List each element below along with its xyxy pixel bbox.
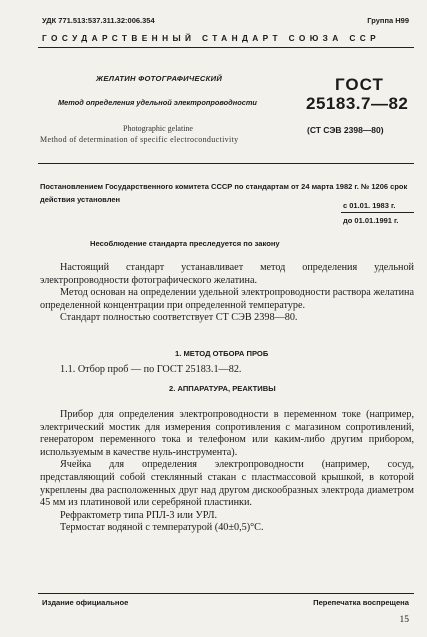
date-to: до 01.01.1991 г. xyxy=(343,216,399,225)
doc-title-ru: ЖЕЛАТИН ФОТОГРАФИЧЕСКИЙ xyxy=(96,74,223,83)
udk-code: УДК 771.513:537.311.32:006.354 xyxy=(42,16,155,25)
section-2-block xyxy=(40,409,414,535)
doc-title-en: Photographic gelatine xyxy=(123,124,193,133)
section-2-paragraph: Прибор для определения электропроводности в переменном токе (например, электрический мостик для измерения сопротивления с магазином сопротивлений, генератором переменного тока и телефоном или каким-либо другим прибором, используемым в качестве нуль-инструмента). xyxy=(40,409,414,458)
footer-rule xyxy=(38,593,414,594)
gost-label: ГОСТ xyxy=(335,75,384,94)
section-2-paragraph: Рефрактометр типа РПЛ-3 или УРЛ. xyxy=(60,509,218,521)
intro-paragraph: Настоящий стандарт устанавливает метод определения удельной электропроводности фотографического желатина. xyxy=(40,262,414,286)
group-code: Группа Н99 xyxy=(367,16,409,25)
section-1-heading: 1. МЕТОД ОТБОРА ПРОБ xyxy=(175,349,269,358)
sev-reference: (СТ СЭВ 2398—80) xyxy=(307,125,384,135)
title-rule xyxy=(38,163,414,164)
gost-number: 25183.7—82 xyxy=(306,94,409,113)
section-2-heading: 2. АППАРАТУРА, РЕАКТИВЫ xyxy=(169,384,276,393)
section-1-text xyxy=(40,364,414,377)
header-rule xyxy=(38,47,414,48)
standard-title: ГОСУДАРСТВЕННЫЙ СТАНДАРТ СОЮЗА ССР xyxy=(42,33,381,43)
intro-block xyxy=(40,262,414,325)
decree-text: Постановлением Государственного комитета СССР по стандартам от 24 марта 1982 г. № 1206 срок действия установлен xyxy=(40,182,408,204)
doc-subtitle-ru: Метод определения удельной электропроводности xyxy=(58,98,257,107)
intro-paragraph: Стандарт полностью соответствует СТ СЭВ 2398—80. xyxy=(60,312,298,324)
section-2-paragraph: Ячейка для определения электропроводности (например, сосуд, представляющий собой стеклянный стакан с пластмассовой крышкой, в которой укреплены два расположенных друг над другом дискообразных электрода диаметром 45 мм из платиновой или серебряной пластинки. xyxy=(40,459,414,509)
date-rule xyxy=(341,212,414,213)
date-from: с 01.01. 1983 г. xyxy=(343,201,396,210)
intro-paragraph: Метод основан на определении удельной электропроводности раствора желатина определенной концентрации при определенной температуре. xyxy=(40,287,414,311)
footer-reprint: Перепечатка воспрещена xyxy=(313,598,409,607)
doc-subtitle-en: Method of determination of specific electroconductivity xyxy=(40,135,239,144)
section-1-paragraph: 1.1. Отбор проб — по ГОСТ 25183.1—82. xyxy=(60,364,242,375)
section-2-paragraph: Термостат водяной с температурой (40±0,5)°С. xyxy=(60,522,264,534)
footer-official: Издание официальное xyxy=(42,598,129,607)
legal-warning: Несоблюдение стандарта преследуется по закону xyxy=(90,239,280,248)
page-number: 15 xyxy=(399,615,409,625)
